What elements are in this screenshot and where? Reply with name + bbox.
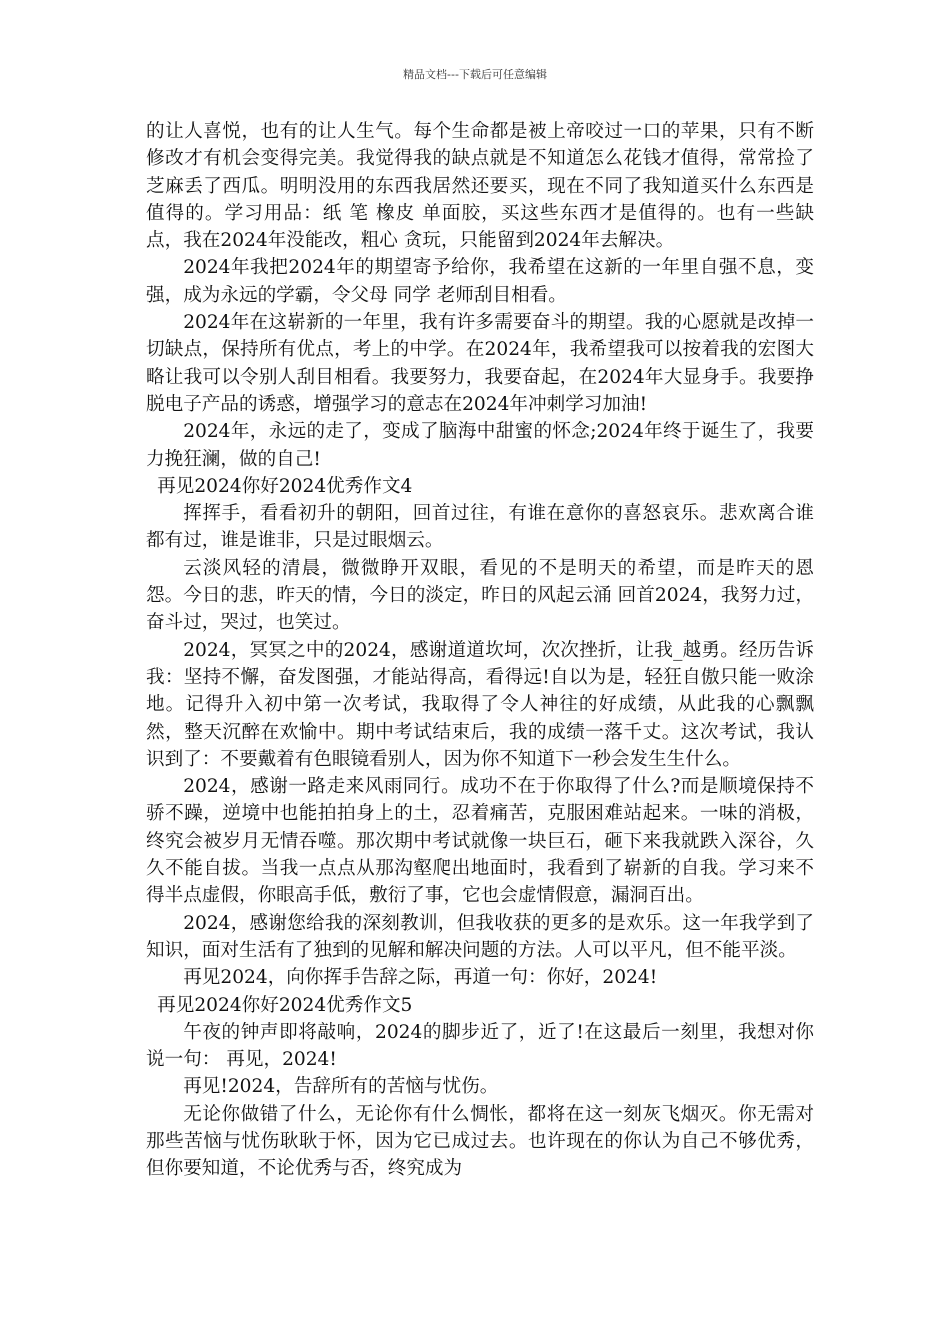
paragraph: 2024年，永远的走了，变成了脑海中甜蜜的怀念;2024年终于诞生了，我要力挽狂澜，做的自己! — [146, 421, 814, 470]
section-heading: 再见2024你好2024优秀作文5 — [157, 994, 413, 1016]
paragraph: 无论你做错了什么，无论你有什么惆怅，都将在这一刻灰飞烟灭。你无需对那些苦恼与忧伤耿耿于怀，因为它已成过去。也许现在的你认为自己不够优秀，但你要知道，不论优秀与否，终究成为 — [146, 1103, 814, 1180]
paragraph: 再见!2024，告辞所有的苦恼与忧伤。 — [183, 1076, 499, 1098]
page-header: 精品文档---下载后可任意编辑 — [403, 68, 547, 81]
paragraph: 2024年我把2024年的期望寄予给你，我希望在这新的一年里自强不息，变强，成为永远的学霸，令父母 同学 老师刮目相看。 — [146, 257, 814, 306]
paragraph: 挥挥手，看看初升的朝阳，回首过往，有谁在意你的喜怒哀乐。悲欢离合谁都有过，谁是谁非，只是过眼烟云。 — [146, 503, 814, 552]
paragraph: 午夜的钟声即将敲响，2024的脚步近了，近了!在这最后一刻里，我想对你说一句： 再见，2024! — [146, 1021, 814, 1071]
document-body — [146, 118, 814, 1183]
paragraph: 2024年在这崭新的一年里，我有许多需要奋斗的期望。我的心愿就是改掉一切缺点，保持所有优点，考上的中学。在2024年，我希望我可以按着我的宏图大略让我可以令别人刮目相看。我要努力，我要奋起，在2024年大显身手。我要挣脱电子产品的诱惑，增强学习的意志在2024年冲刺学习加油! — [146, 312, 814, 415]
paragraph: 2024，冥冥之中的2024，感谢道道坎坷，次次挫折，让我_越勇。经历告诉我：坚持不懈，奋发图强，才能站得高，看得远!自以为是，轻狂自傲只能一败涂地。记得升入初中第一次考试，我取得了令人神往的好成绩，从此我的心飘飘然，整天沉醉在欢愉中。期中考试结束后，我的成绩一落千丈。这次考试，我认识到了：不要戴着有色眼镜看别人，因为你不知道下一秒会发生生什么。 — [146, 639, 814, 770]
paragraph: 2024，感谢您给我的深刻教训，但我收获的更多的是欢乐。这一年我学到了知识，面对生活有了独到的见解和解决问题的方法。人可以平凡，但不能平淡。 — [146, 912, 814, 961]
paragraph: 云淡风轻的清晨，微微睁开双眼，看见的不是明天的希望，而是昨天的恩怨。今日的悲，昨天的情，今日的淡定，昨日的风起云涌 回首2024，我努力过，奋斗过，哭过，也笑过。 — [146, 557, 814, 634]
paragraph: 的让人喜悦，也有的让人生气。每个生命都是被上帝咬过一口的苹果，只有不断修改才有机会变得完美。我觉得我的缺点就是不知道怎么花钱才值得，常常捡了芝麻丢了西瓜。明明没用的东西我居然还要买，现在不同了我知道买什么东西是值得的。学习用品：纸 笔 橡皮 单面胶，买这些东西才是值得的。也有一些缺点，我在2024年没能改，粗心 贪玩，只能留到2024年去解决。 — [146, 121, 814, 252]
paragraph: 再见2024，向你挥手告辞之际，再道一句：你好，2024! — [183, 967, 658, 989]
paragraph: 2024，感谢一路走来风雨同行。成功不在于你取得了什么?而是顺境保持不骄不躁，逆境中也能拍拍身上的土，忍着痛苦，克服困难站起来。一味的消极，终究会被岁月无情吞噬。那次期中考试就像一块巨石，砸下来我就跌入深谷，久久不能自拔。当我一点点从那沟壑爬出地面时，我看到了崭新的自我。学习来不得半点虚假，你眼高手低，敷衍了事，它也会虚情假意，漏洞百出。 — [146, 776, 814, 907]
section-heading: 再见2024你好2024优秀作文4 — [157, 475, 413, 497]
